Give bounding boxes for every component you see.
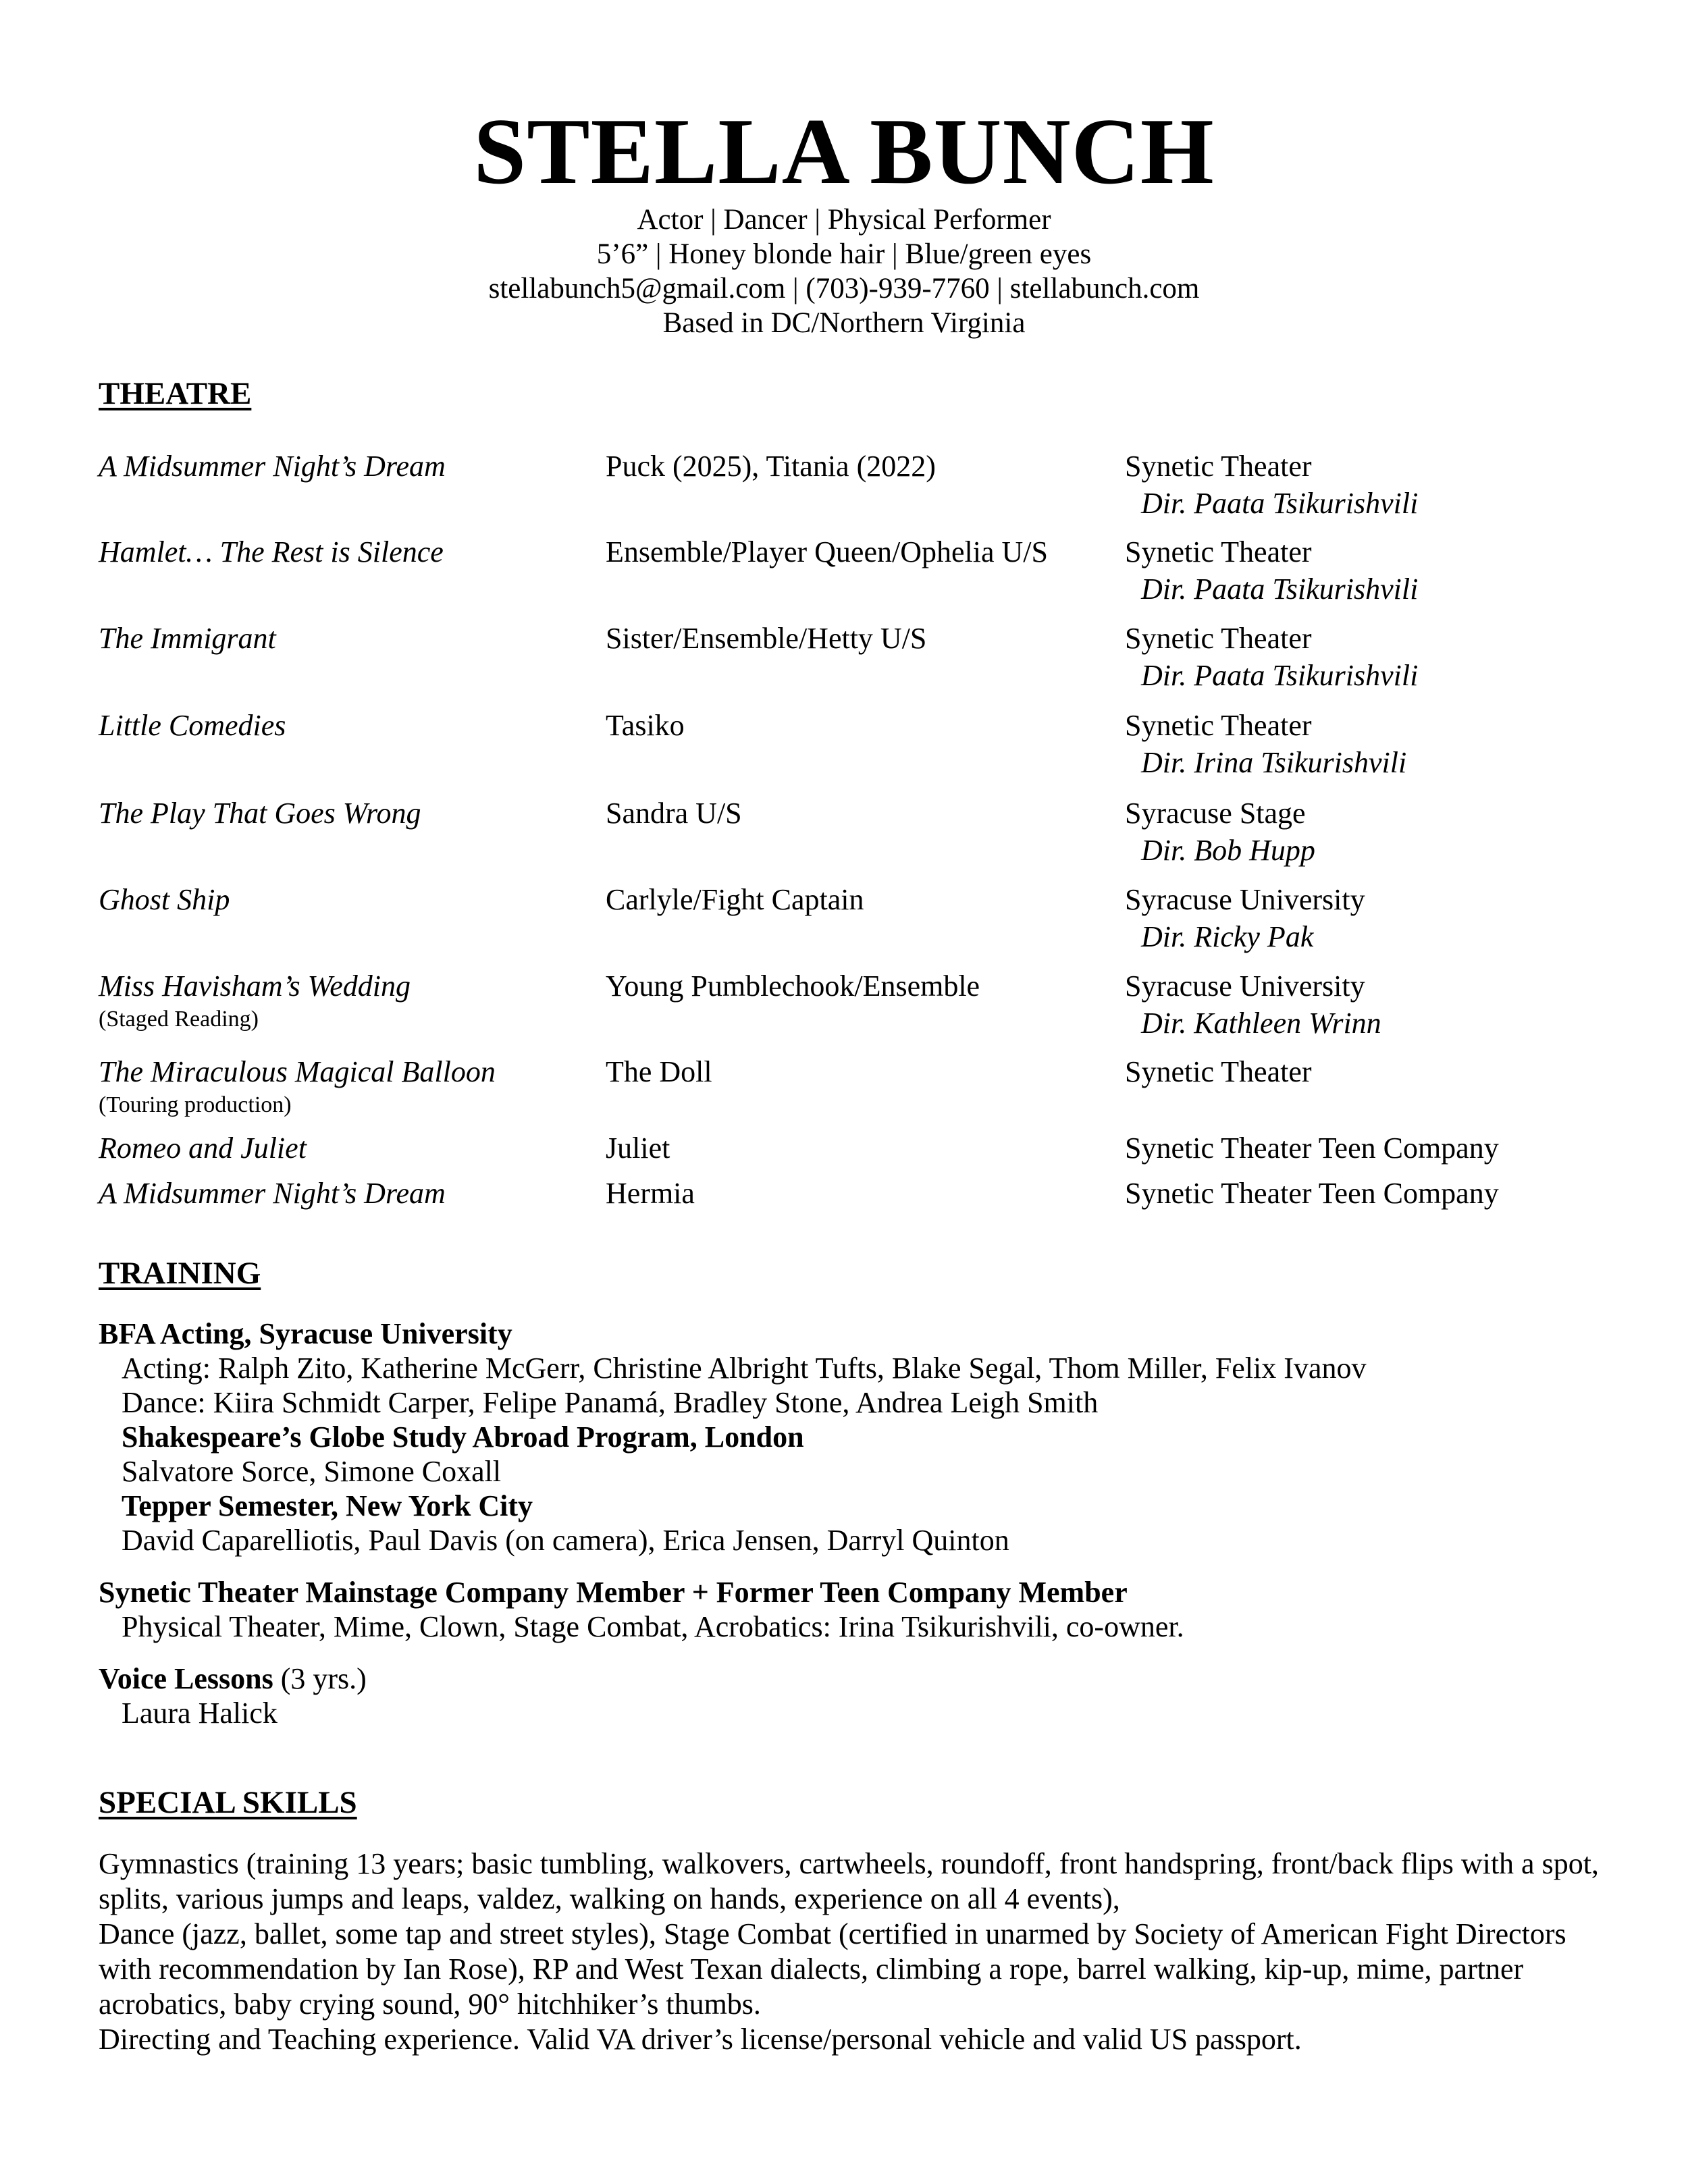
special-skills-heading: SPECIAL SKILLS [99, 1785, 357, 1820]
director: Dir. Paata Tsikurishvili [1141, 572, 1419, 606]
director: Dir. Irina Tsikurishvili [1141, 746, 1407, 779]
stats-line: 5’6” | Honey blonde hair | Blue/green eyes [596, 238, 1092, 270]
synetic-company-detail: Physical Theater, Mime, Clown, Stage Combat, Acrobatics: Irina Tsikurishvili, co-owner. [122, 1610, 1184, 1643]
company: Syracuse Stage [1125, 797, 1306, 830]
globe-teachers: Salvatore Sorce, Simone Coxall [122, 1455, 502, 1488]
skills-dance-combat: Dance (jazz, ballet, some tap and street styles), Stage Combat (certified in unarmed by Society of American Fight Directors with recommendation by Ian Rose), RP and West Texan dialects, climbing a rope, barrel walking, kip-up, mime, partner acrobatics, baby crying sound, 90° hitchhiker’s thumbs. [99, 1917, 1566, 2021]
production-note: (Touring production) [99, 1092, 292, 1117]
company: Synetic Theater [1125, 1055, 1312, 1088]
bfa-acting-teachers: Acting: Ralph Zito, Katherine McGerr, Christine Albright Tufts, Blake Segal, Thom Miller, Felix Ivanov [122, 1352, 1367, 1385]
voice-lessons-line [99, 1661, 1618, 1696]
show-title: A Midsummer Night’s Dream [99, 1177, 446, 1210]
role: Sister/Ensemble/Hetty U/S [606, 622, 927, 655]
voice-lessons-title: Voice Lessons [99, 1662, 273, 1695]
company: Synetic Theater [1125, 535, 1312, 568]
tepper-title: Tepper Semester, New York City [122, 1489, 533, 1522]
skills-other: Directing and Teaching experience. Valid VA driver’s license/personal vehicle and valid US passport. [99, 2023, 1302, 2056]
bfa-dance-teachers: Dance: Kiira Schmidt Carper, Felipe Panamá, Bradley Stone, Andrea Leigh Smith [122, 1386, 1099, 1419]
role: Hermia [606, 1177, 695, 1210]
company: Synetic Theater Teen Company [1125, 1131, 1499, 1165]
director: Dir. Bob Hupp [1141, 834, 1315, 867]
role: Young Pumblechook/Ensemble [606, 969, 980, 1003]
contact-line: stellabunch5@gmail.com | (703)-939-7760 | stellabunch.com [488, 273, 1200, 304]
show-title: The Immigrant [99, 622, 276, 655]
show-title: Ghost Ship [99, 883, 230, 916]
director: Dir. Paata Tsikurishvili [1141, 659, 1419, 692]
role: The Doll [606, 1055, 712, 1088]
location-line: Based in DC/Northern Virginia [662, 307, 1026, 339]
theatre-heading: THEATRE [99, 376, 252, 411]
company: Synetic Theater [1125, 622, 1312, 655]
director: Dir. Ricky Pak [1141, 920, 1314, 953]
training-section [99, 1316, 1618, 1730]
bfa-title: BFA Acting, Syracuse University [99, 1317, 512, 1350]
role: Ensemble/Player Queen/Ophelia U/S [606, 535, 1048, 568]
skills-gymnastics: Gymnastics (training 13 years; basic tumbling, walkovers, cartwheels, roundoff, front handspring, front/back flips with a spot, splits, various jumps and leaps, valdez, walking on hands, experience on all 4 events), [99, 1847, 1599, 1915]
show-title: The Play That Goes Wrong [99, 797, 421, 830]
show-title: Little Comedies [99, 709, 286, 742]
show-title: Hamlet… The Rest is Silence [99, 535, 444, 568]
role: Juliet [606, 1131, 670, 1165]
voice-teacher: Laura Halick [122, 1697, 278, 1730]
roles-line: Actor | Dancer | Physical Performer [637, 204, 1051, 236]
director: Dir. Paata Tsikurishvili [1141, 487, 1419, 520]
company: Synetic Theater [1125, 709, 1312, 742]
globe-program-title: Shakespeare’s Globe Study Abroad Program, London [122, 1420, 804, 1454]
tepper-teachers: David Caparelliotis, Paul Davis (on camera), Erica Jensen, Darryl Quinton [122, 1524, 1009, 1557]
training-heading: TRAINING [99, 1256, 261, 1291]
role: Sandra U/S [606, 797, 742, 830]
company: Syracuse University [1125, 969, 1365, 1003]
show-title: Romeo and Juliet [99, 1131, 307, 1165]
director: Dir. Kathleen Wrinn [1141, 1007, 1381, 1040]
role: Puck (2025), Titania (2022) [606, 450, 936, 483]
role: Tasiko [606, 709, 685, 742]
synetic-company-title: Synetic Theater Mainstage Company Member + Former Teen Company Member [99, 1576, 1128, 1609]
show-title: A Midsummer Night’s Dream [99, 450, 446, 483]
production-note: (Staged Reading) [99, 1007, 259, 1032]
voice-lessons-duration: (3 yrs.) [273, 1662, 367, 1695]
company: Synetic Theater Teen Company [1125, 1177, 1499, 1210]
role: Carlyle/Fight Captain [606, 883, 864, 916]
show-title: Miss Havisham’s Wedding [99, 969, 411, 1003]
performer-name: STELLA BUNCH [473, 99, 1215, 204]
company: Synetic Theater [1125, 450, 1312, 483]
special-skills-text [99, 1846, 1618, 2057]
resume-header [0, 101, 1688, 340]
company: Syracuse University [1125, 883, 1365, 916]
show-title: The Miraculous Magical Balloon [99, 1055, 496, 1088]
